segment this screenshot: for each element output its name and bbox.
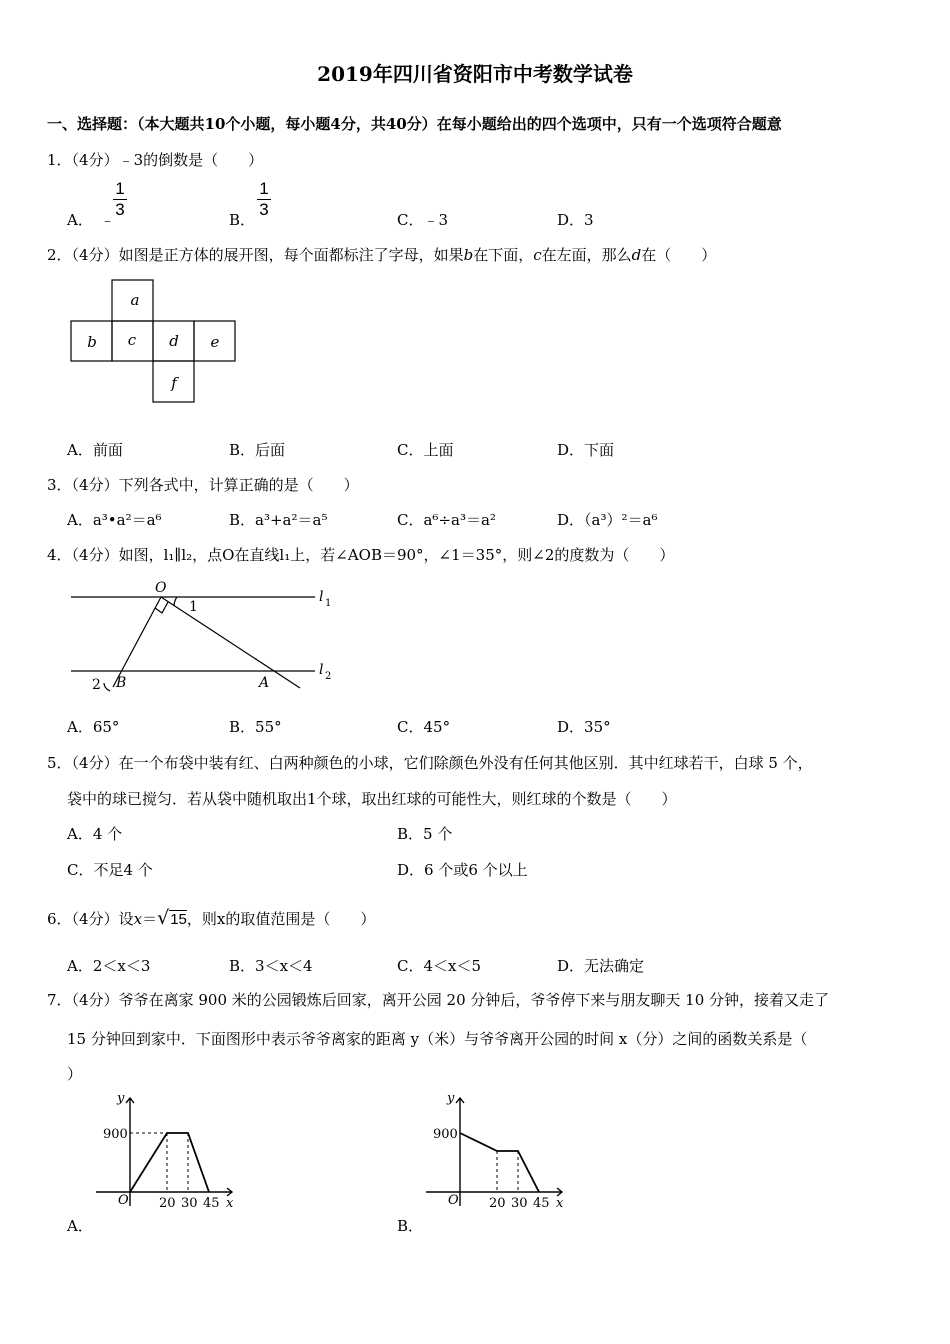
q6-stem	[47, 907, 375, 929]
q3-stem: 3．（4分）下列各式中，计算正确的是（ ）	[47, 476, 359, 494]
graph-option-b	[420, 1090, 580, 1212]
q5-stem-line1: 5．（4分）在一个布袋中装有红、白两种颜色的小球，它们除颜色外没有任何其他区别．其中红球若干，白球 5 个，	[47, 754, 813, 772]
fraction-denominator: 3	[115, 200, 125, 219]
q6-equals: ＝	[142, 910, 158, 928]
x-axis-label: x	[556, 1196, 564, 1211]
x-tick-20: 20	[489, 1196, 506, 1211]
q1-option-b-label: B．	[229, 211, 256, 229]
q2-stem-mid1: 在下面，	[473, 246, 534, 264]
q2-stem	[47, 244, 716, 265]
origin-label: O	[448, 1193, 459, 1208]
line-l1-label: l	[319, 589, 324, 605]
q1-option-d: D．3	[557, 211, 594, 229]
q3-option-b: B．a³+a²＝a⁵	[229, 511, 328, 529]
point-o-label: O	[155, 580, 167, 596]
function-line	[130, 1133, 209, 1192]
cube-net-figure	[70, 278, 240, 406]
x-tick-45: 45	[533, 1196, 550, 1211]
net-face-label: d	[169, 332, 179, 350]
angle-1-arc	[174, 597, 177, 606]
q6-option-b: B．3＜x＜4	[229, 957, 313, 975]
net-face-label: b	[87, 333, 97, 351]
q7-stem-line2: 15 分钟回到家中．下面图形中表示爷爷离家的距离 y（米）与爷爷离开公园的时间 x（分）之间的函数关系是（	[67, 1030, 808, 1048]
q5-stem-line2: 袋中的球已搅匀．若从袋中随机取出1个球，取出红球的可能性大，则红球的个数是（ ）	[67, 790, 677, 808]
x-tick-30: 30	[181, 1196, 198, 1211]
page-title: 2019年四川省资阳市中考数学试卷	[317, 62, 633, 86]
line-l2-subscript: 2	[325, 671, 332, 682]
q3-option-d: D．（a³）²＝a⁶	[557, 511, 658, 529]
q7-option-b: B．	[397, 1217, 424, 1235]
q2-var-c: c	[533, 246, 542, 264]
q4-stem: 4．（4分）如图，l₁∥l₂，点O在直线l₁上，若∠AOB＝90°，∠1＝35°，则∠2的度数为（ ）	[47, 546, 675, 564]
line-l1-subscript: 1	[325, 598, 332, 609]
y-tick-900: 900	[103, 1127, 128, 1142]
function-line	[460, 1133, 539, 1192]
q3-option-c: C．a⁶÷a³＝a²	[397, 511, 496, 529]
q2-stem-post: 在（ ）	[641, 246, 717, 264]
q1-option-a-sign: ﹣	[100, 211, 116, 229]
angle-2-label: 2	[92, 677, 101, 693]
q2-stem-pre: 2．（4分）如图是正方体的展开图，每个面都标注了字母，如果	[47, 246, 464, 264]
q7-option-a: A．	[67, 1217, 93, 1235]
q6-option-c: C．4＜x＜5	[397, 957, 482, 975]
fraction-numerator: 1	[115, 179, 125, 198]
net-face-label: e	[210, 333, 220, 351]
q6-option-d: D．无法确定	[557, 957, 645, 975]
sqrt-symbol: √	[157, 907, 170, 929]
net-face-label: a	[130, 291, 140, 309]
q6-stem-post: ，则x的取值范围是（ ）	[186, 910, 376, 928]
q6-radicand: 15	[170, 911, 187, 928]
q2-option-b: B．后面	[229, 441, 286, 459]
point-a-label: A	[259, 675, 270, 691]
q2-option-a: A．前面	[67, 441, 123, 459]
graph-option-a	[90, 1090, 250, 1212]
y-tick-900: 900	[433, 1127, 458, 1142]
parallel-lines-figure	[65, 575, 345, 695]
q1-option-b-fraction	[257, 180, 271, 219]
segment-ob	[113, 597, 161, 687]
q6-option-a: A．2＜x＜3	[67, 957, 151, 975]
q2-var-d: d	[631, 246, 642, 264]
q2-var-b: b	[463, 246, 474, 264]
point-b-label: B	[116, 675, 127, 691]
x-tick-20: 20	[159, 1196, 176, 1211]
q1-option-a-label: A．	[67, 211, 93, 229]
q4-option-b: B．55°	[229, 718, 282, 736]
q2-option-d: D．下面	[557, 441, 615, 459]
q4-option-a: A．65°	[67, 718, 120, 736]
y-axis-label: y	[447, 1091, 455, 1106]
x-tick-45: 45	[203, 1196, 220, 1211]
angle-2-arc	[104, 683, 110, 691]
y-axis-label: y	[117, 1091, 125, 1106]
q1-option-c: C．﹣3	[397, 211, 449, 229]
q2-stem-mid2: 在左面，那么	[541, 246, 632, 264]
section-heading: 一、选择题：（本大题共10个小题，每小题4分，共40分）在每小题给出的四个选项中，只有一个选项符合题意	[47, 115, 782, 133]
q5-option-d: D．6 个或6 个以上	[397, 861, 528, 879]
q1-option-a-fraction	[113, 180, 127, 219]
segment-oa	[161, 597, 300, 688]
q3-option-a: A．a³•a²＝a⁶	[67, 511, 162, 529]
q4-option-c: C．45°	[397, 718, 451, 736]
angle-1-label: 1	[189, 599, 198, 615]
q2-option-c: C．上面	[397, 441, 454, 459]
net-face-label: c	[127, 331, 137, 349]
q1-stem: 1．（4分）﹣3的倒数是（ ）	[47, 151, 264, 169]
q4-option-d: D．35°	[557, 718, 611, 736]
x-axis-label: x	[226, 1196, 234, 1211]
fraction-numerator: 1	[259, 179, 269, 198]
q7-stem-line1: 7．（4分）爷爷在离家 900 米的公园锻炼后回家，离开公园 20 分钟后，爷爷停下来与朋友聊天 10 分钟，接着又走了	[47, 991, 830, 1009]
q5-option-b: B．5 个	[397, 825, 453, 843]
q5-option-c: C．不足4 个	[67, 861, 153, 879]
line-l2-label: l	[319, 662, 324, 678]
x-tick-30: 30	[511, 1196, 528, 1211]
q6-stem-pre: 6．（4分）设	[47, 910, 134, 928]
fraction-denominator: 3	[259, 200, 269, 219]
q7-stem-line3: ）	[67, 1065, 83, 1083]
q5-option-a: A．4 个	[67, 825, 123, 843]
net-face-label: f	[171, 374, 177, 392]
q6-var-x: x	[133, 910, 143, 928]
origin-label: O	[118, 1193, 129, 1208]
